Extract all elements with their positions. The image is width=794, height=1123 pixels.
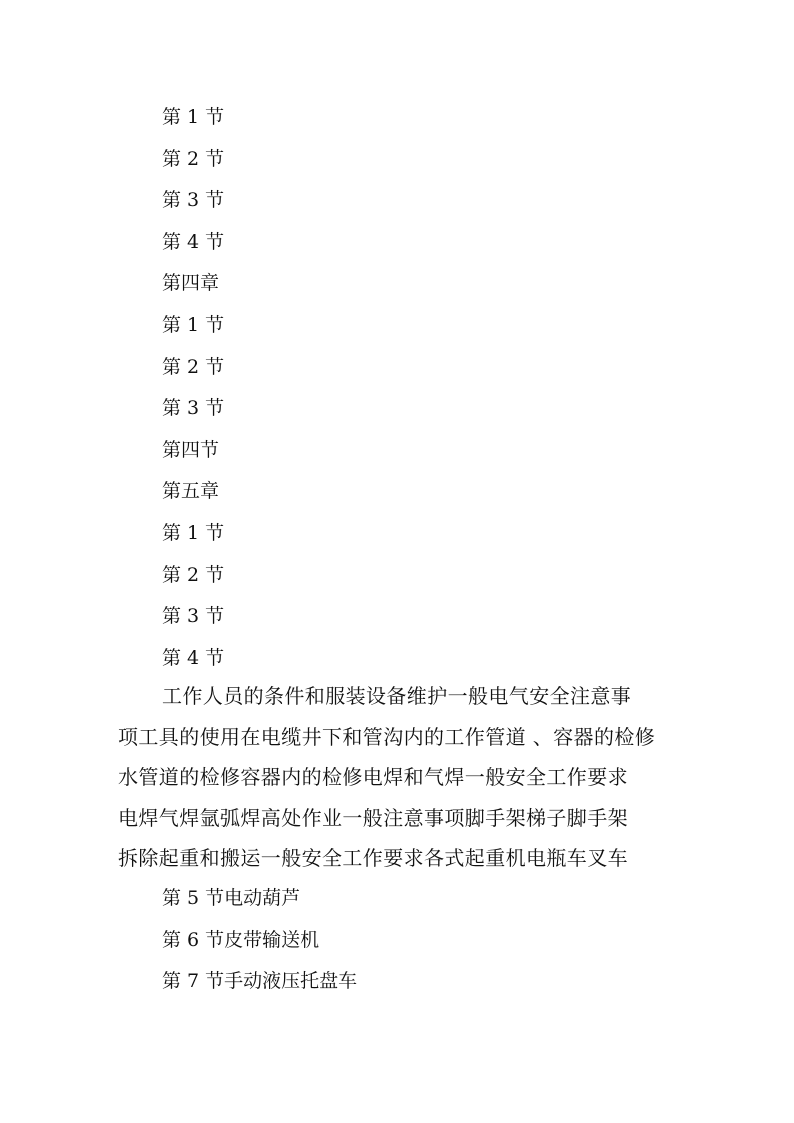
- section-heading: 第 4 节: [162, 230, 225, 253]
- chapter-heading: 第四章: [162, 272, 220, 295]
- section-heading: 第 3 节: [162, 189, 225, 212]
- tail-heading-list: [162, 883, 357, 1008]
- section-heading: 第四节: [162, 438, 220, 461]
- paragraph-line: 项工具的使用在电缆井下和管沟内的工作管道 、容器的检修: [118, 724, 656, 749]
- section-heading: 第 2 节: [162, 563, 225, 586]
- chapter-heading: 第五章: [162, 480, 220, 503]
- section-heading: 第 1 节: [162, 521, 225, 544]
- section-heading: 第 6 节皮带输送机: [162, 928, 320, 951]
- section-heading: 第 5 节电动葫芦: [162, 887, 301, 909]
- section-heading: 第 3 节: [162, 397, 225, 420]
- paragraph-line: 工作人员的条件和服装设备维护一般电气安全注意事: [162, 684, 632, 708]
- paragraph-line: 电焊气焊氩弧焊高处作业一般注意事项脚手架梯子脚手架: [118, 805, 628, 830]
- paragraph-line: 拆除起重和搬运一般安全工作要求各式起重机电瓶车叉车: [118, 846, 628, 870]
- body-paragraph: [118, 676, 678, 879]
- section-heading: 第 4 节: [162, 646, 225, 669]
- section-heading: 第 1 节: [162, 313, 225, 336]
- section-heading: 第 2 节: [162, 355, 225, 378]
- section-heading: 第 3 节: [162, 605, 225, 628]
- section-heading-list: [162, 102, 224, 684]
- section-heading: 第 2 节: [162, 147, 225, 170]
- section-heading: 第 7 节手动液压托盘车: [162, 970, 358, 992]
- paragraph-line: 水管道的检修容器内的检修电焊和气焊一般安全工作要求: [118, 765, 628, 789]
- section-heading: 第 1 节: [162, 106, 225, 128]
